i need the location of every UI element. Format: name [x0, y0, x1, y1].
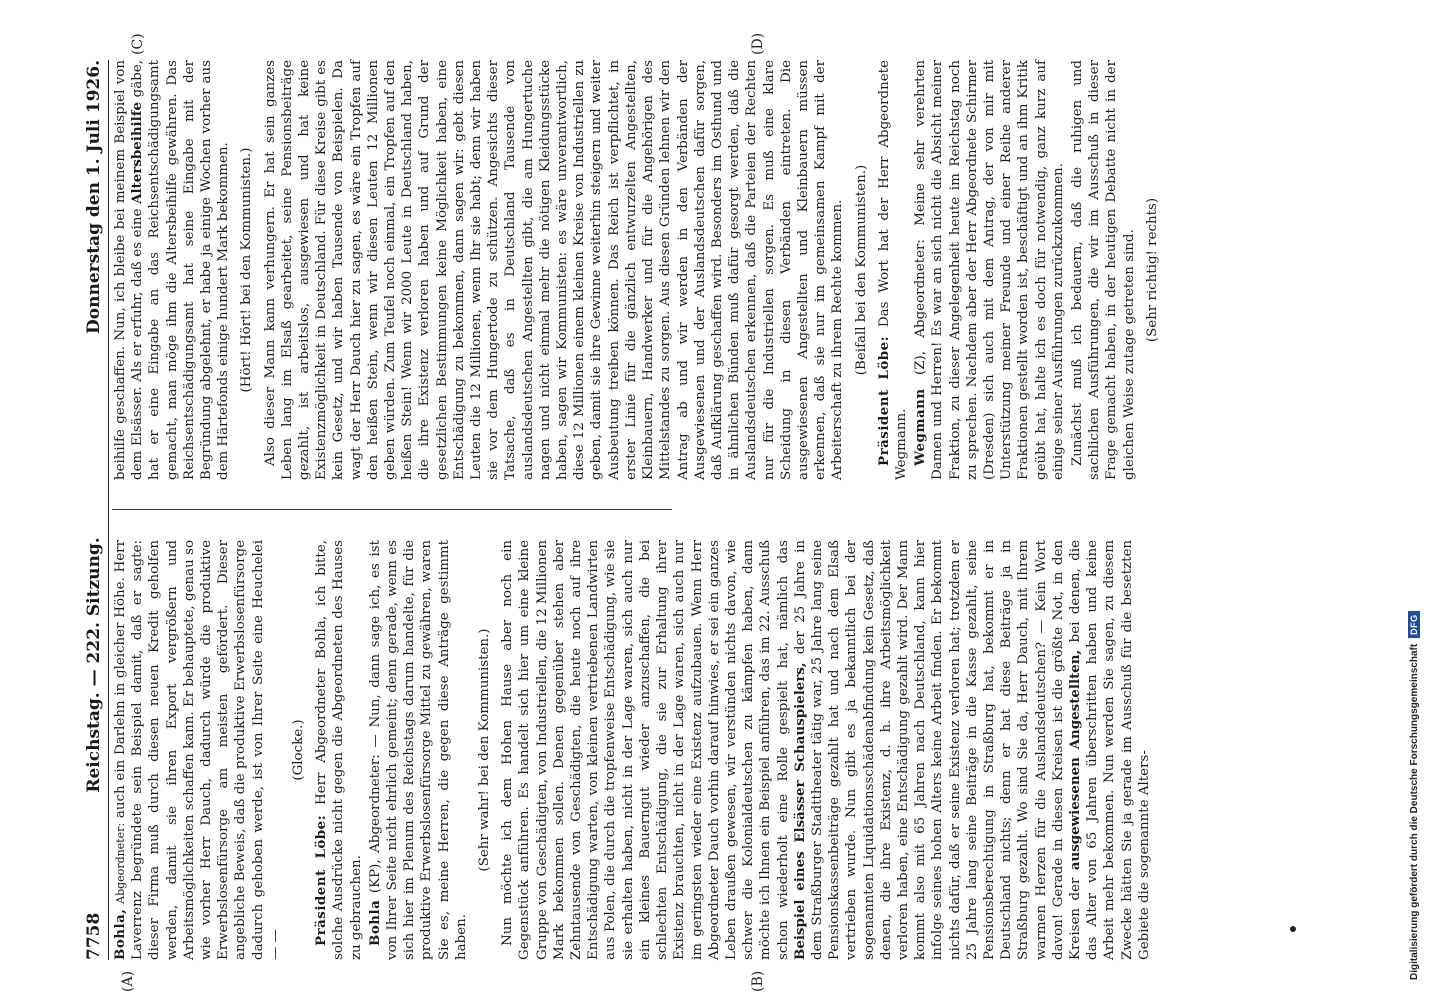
paragraph-text: gäbe, hat er eine Eingabe an das Reichsentschädigungsamt gemacht, man möge ihm die Altersbeihilfe gewähren. Das Reichsentschädigungsamt hat seine Eingabe mit der Begründung abgelehnt, er habe ja einige Wochen vorher aus dem Härtefonds einige hundert Mark bekommen.	[130, 60, 232, 480]
speaker-name: Präsident Löbe:	[313, 814, 330, 946]
page-number: 7758	[84, 912, 104, 960]
session-date: Donnerstag den 1. Juli 1926.	[84, 60, 104, 334]
speaker-name: Bohla	[366, 899, 383, 946]
emphasis-text: Altersbeihilfe	[129, 101, 146, 204]
paragraph	[313, 540, 365, 960]
paragraph: Also dieser Mann kann verhungern. Er hat sein ganzes Leben lang im Elsaß gearbeitet, seine Pensionsbeiträge gezahlt, ist arbeitslos, ausgewiesen und hat keine Existenzmöglichkeit in Deutschland. Für diese Kreise gibt es kein Gesetz, und wir haben Tausende von Beispielen. Da wagt der Herr Dauch hier zu sagen, es wäre ein Tropfen auf den heißen Stein, wenn wir diesen Leuten 12 Millionen geben würden. Zum Teufel noch einmal, ein Tropfen auf den heißen Stein! Wenn wir 2000 Leute in Deutschland haben, die ihre Existenz verloren haben und auf Grund der gesetzlichen Bestimmungen keine Möglichkeit haben, eine Entschädigung zu bekommen, dann sagen wir: gebt diesen Leuten die 12 Millionen, wenn Ihr sie habt; denn wir haben sie vor dem Hungertode zu schützen. Angesichts dieser Tatsache, daß es in Deutschland Tausende von auslandsdeutschen Angestellten gibt, die am Hungertuche nagen und nicht einmal mehr die nötigen Kleidungsstücke haben, sagen wir Kommunisten: es wäre unverantwortlich, diese 12 Millionen einem kleinen Kreise von Industriellen zu geben, damit sie ihre Gewinne weiterhin steigern und weiter Ausbeutung treiben können. Das Reich ist verpflichtet, in erster Linie für die gänzlich entwurzelten Angestellten, Kleinbauern, Handwerker und für die Angehörigen des Mittelstandes zu sorgen. Aus diesen Gründen lehnen wir den Antrag ab und wir werden in den Verbänden der Ausgewiesenen und der Auslandsdeutschen dafür sorgen, daß Aufklärung geschaffen wird. Besonders im Osthund und in ähnlichen Bünden muß dafür gesorgt werden, daß die Auslandsdeutschen erkennen, daß die Parteien der Rechten nur für die Industriellen sorgen. Es muß eine klare Scheidung in diesen Verbänden eintreten. Die ausgewiesenen Angestellten und Kleinbauern müssen erkennen, daß sie nur im gemeinsamen Kampf mit der Arbeiterschaft zu ihrem Rechte kommen.	[262, 60, 846, 480]
speaker-name: Präsident Löbe:	[875, 335, 892, 466]
column-divider	[112, 509, 672, 510]
paragraph-text: Herr Abgeordneter Bohla, ich bitte, solche Ausdrücke nicht gegen die Abgeordneten des Hauses zu gebrauchen.	[314, 540, 364, 960]
header-dash: —	[84, 669, 104, 687]
page-header	[60, 60, 109, 960]
interjection: (Glocke.)	[291, 719, 307, 781]
paragraph	[367, 540, 470, 960]
paragraph	[876, 60, 910, 480]
paragraph	[499, 540, 1153, 960]
left-column	[112, 540, 1155, 960]
paragraph-text: (KP), Abgeordneter: — Nun, dann sage ich, es ist von Ihrer Seite nicht ehrlich gemeint; denn gerade, wenn es sich hier im Plenum des Reichstags darum handelte, für die produktive Erwerbslosenfürsorge Mittel zu gewähren, waren Sie es, meine Herren, die gegen diese Anträge gestimmt haben.	[367, 540, 469, 960]
paragraph-text: beihilfe geschaffen. Nun, ich bleibe bei meinem Beispiel von dem Elsässer. Als er erfuhr, daß es eine	[113, 60, 146, 480]
paragraph-text: der 25 Jahre in dem Straßburger Stadttheater tätig war, 25 Jahre lang seine Pensionskassenbeiträge gezahlt hat und nach dem Elsaß vertrieben wurde. Nun gibt es ja bekanntlich bei der sogenannten Liquidationsschädenabfindung kein Gesetz, daß denen, die ihre Existenz, d. h. ihre Arbeitsmöglichkeit verloren haben, eine Entschädigung gezahlt wird. Der Mann kommt also mit 65 Jahren nach Deutschland, kann hier infolge seines hohen Alters keine Arbeit finden. Er bekommt nichts dafür, daß er seine Existenz verloren hat; trotzdem er 25 Jahre lang seine Beiträge in die Kasse gezahlt, seine Pensionsberechtigung in Straßburg hat, bekommt er in Deutschland nichts; denn er hat diese Beiträge ja in Straßburg gezahlt. Wo sind Sie da, Herr Dauch, mit Ihrem warmen Herzen für die Auslandsdeutschen? — Kein Wort davon! Gerade in diesen Kreisen ist die größte Not, in den Kreisen der	[792, 540, 1083, 960]
paragraph	[112, 540, 284, 960]
paragraph-text: bei denen, die das Alter von 65 Jahren überschritten haben und keine Arbeit mehr bekommen. Nun werden Sie sagen, zu diesem Zwecke hätten Sie ja gerade im Ausschuß für die besetzten Gebiete die sogenannte Alters-	[1067, 540, 1152, 960]
newspaper-page	[60, 32, 1360, 992]
ink-dot	[1290, 926, 1296, 932]
emphasis-text: ausgewiesenen Angestellten,	[1066, 649, 1083, 871]
emphasis-text: Beispiel eines Elsässer Schauspielers,	[791, 662, 808, 960]
paragraph-text: auch ein Darlehn in gleicher Höhe. Herr Laverrenz begründete sein Beispiel damit, daß er sagte: dieser Firma muß durch diesen neuen Kredit geholfen werden, damit sie ihren Export vergrößern und Arbeitsmöglichkeiten schaffen kann. Er behauptete, genau so wie vorher Herr Dauch, dadurch würde die produktive Erwerbslosenfürsorge am meisten gefördert. Dieser angebliche Beweis, daß die produktive Erwerbslosenfürsorge dadurch gehoben werde, ist von Ihrer Seite eine Heuchelei — —	[113, 540, 283, 960]
speaker-name: Wegmann	[912, 388, 929, 466]
speaker-role: Abgeordneter:	[114, 822, 127, 904]
margin-mark-c: (C)	[130, 33, 146, 55]
dfg-logo: DFG	[1408, 611, 1420, 638]
side-strip	[1403, 10, 1429, 990]
interjection: (Beifall bei den Kommunisten.)	[853, 164, 869, 376]
interjection: (Hört! Hört! bei den Kommunisten.)	[239, 147, 255, 393]
paragraph	[112, 60, 232, 480]
right-column	[112, 60, 1167, 480]
session-number: 222. Sitzung.	[84, 537, 104, 664]
margin-mark-d: (D)	[750, 32, 766, 55]
publication-title: Reichstag.	[84, 692, 104, 793]
paragraph: Zunächst muß ich bedauern, daß die ruhigen und sachlichen Ausführungen, die wir im Ausschuß in dieser Frage gemacht haben, in der heutigen Debatte nicht in der gleichen Weise zutage getreten sind.	[1069, 60, 1137, 480]
paragraph-text: Nun möchte ich dem Hohen Hause aber noch ein Gegenstück anführen. Es handelt sich hier um eine kleine Gruppe von Geschädigten, von Industriellen, die 12 Millionen Mark bekommen sollen. Denen gegenüber stehen aber Zehntausende von Geschädigten, die heute noch auf ihre Entschädigung warten, von kleinen vertriebenen Landwirten aus Polen, die durch die tropfenweise Entschädigung, wie sie sie erhalten haben, nicht in der Lage waren, sich auch nur ein kleines Bauerngut wieder anzuschaffen, die bei schlechten Entschädigung, die sie zur Erhaltung ihrer Existenz brauchten, nicht in der Lage waren, sich auch nur im geringsten wieder eine Existenz aufzubauen. Wenn Herr Abgeordneter Dauch vorhin darauf hinwies, er sei ein ganzes Leben draußen gewesen, wir verstünden nichts davon, wie schwer die Kolonialdeutschen zu kämpfen haben, dann möchte ich Ihnen ein Beispiel anführen, das im 22. Ausschuß schon wiederholt eine Rolle gespielt hat, nämlich das	[500, 540, 791, 960]
interjection: (Sehr wahr! bei den Kommunisten.)	[477, 628, 493, 872]
paragraph-text: (Z), Abgeordneter: Meine sehr verehrten Damen und Herren! Es war an sich nicht die Absicht meiner Fraktion, zu dieser Angelegenheit heute im Reichstag noch zu sprechen. Nachdem aber der Herr Abgeordnete Schirmer (Dresden) sich auch mit dem Antrag, der von mir mit Unterstützung meiner Freunde und einer Reihe anderer Fraktionen gestellt worden ist, beschäftigt und an ihm Kritik geübt hat, halte ich es doch für notwendig, ganz kurz auf einige seiner Ausführungen zurückzukommen.	[913, 60, 1066, 480]
margin-mark-b: (B)	[750, 970, 766, 992]
paragraph-text: Das Wort hat der Herr Abgeordnete Wegmann.	[876, 60, 909, 480]
funding-notice: Digitalisierung gefördert durch die Deutsche Forschungsgemeinschaft	[1408, 643, 1420, 980]
interjection: (Sehr richtig! rechts)	[1144, 197, 1160, 343]
speaker-name: Bohla,	[112, 908, 128, 960]
margin-mark-a: (A)	[120, 970, 136, 992]
paragraph	[912, 60, 1067, 480]
